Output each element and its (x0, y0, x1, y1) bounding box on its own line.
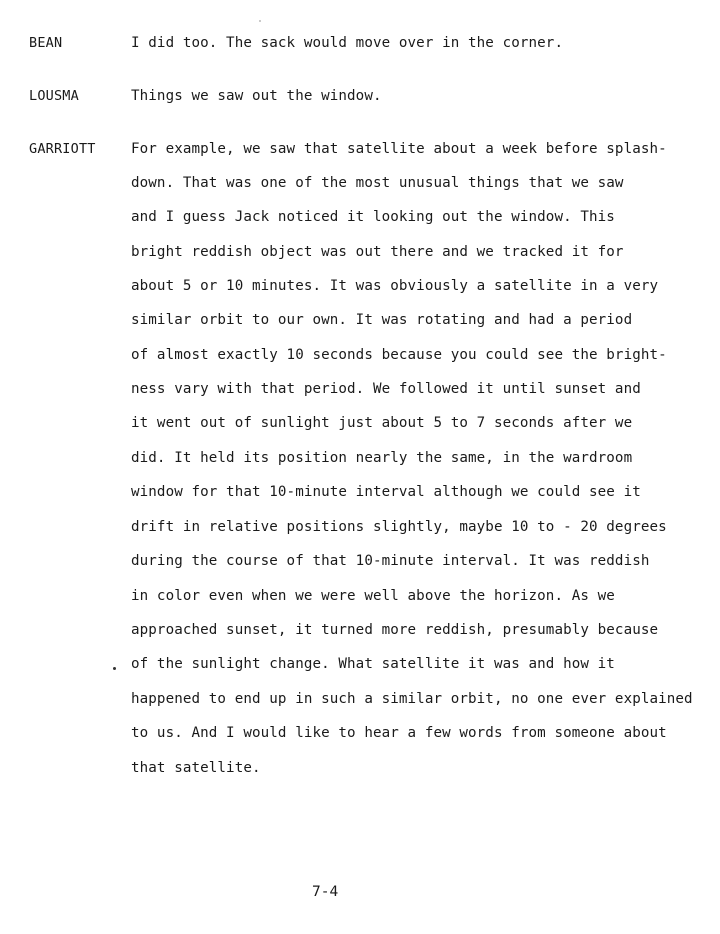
garriott-line-4: bright reddish object was out there and we tracked it for (131, 244, 624, 260)
speaker-lousma: LOUSMA (29, 88, 79, 104)
garriott-line-5: about 5 or 10 minutes. It was obviously a satellite in a very (131, 278, 659, 294)
garriott-line-3: and I guess Jack noticed it looking out the window. This (131, 209, 615, 225)
garriott-line-12: drift in relative positions slightly, maybe 10 to - 20 degrees (131, 519, 667, 535)
garriott-line-18: to us. And I would like to hear a few words from someone about (131, 725, 667, 741)
garriott-line-10: did. It held its position nearly the same, in the wardroom (131, 450, 633, 466)
speaker-bean: BEAN (29, 35, 63, 51)
garriott-line-9: it went out of sunlight just about 5 to 7 seconds after we (131, 415, 633, 431)
garriott-line-14: in color even when we were well above the horizon. As we (131, 588, 615, 604)
garriott-line-17: happened to end up in such a similar orbit, no one ever explained (131, 691, 693, 707)
lousma-line-1: Things we saw out the window. (131, 88, 382, 104)
page-number: 7-4 (312, 884, 339, 900)
speaker-garriott: GARRIOTT (29, 141, 96, 157)
garriott-line-15: approached sunset, it turned more reddish, presumably because (131, 622, 659, 638)
garriott-line-2: down. That was one of the most unusual things that we saw (131, 175, 624, 191)
stray-mark (113, 667, 116, 670)
garriott-line-13: during the course of that 10-minute interval. It was reddish (131, 553, 650, 569)
garriott-line-7: of almost exactly 10 seconds because you could see the bright- (131, 347, 667, 363)
garriott-line-8: ness vary with that period. We followed it until sunset and (131, 381, 641, 397)
garriott-line-19: that satellite. (131, 760, 261, 776)
garriott-line-1: For example, we saw that satellite about a week before splash- (131, 141, 667, 157)
bean-line-1: I did too. The sack would move over in the corner. (131, 35, 564, 51)
garriott-line-6: similar orbit to our own. It was rotating and had a period (131, 312, 633, 328)
garriott-line-11: window for that 10-minute interval although we could see it (131, 484, 641, 500)
scan-speck (259, 20, 261, 22)
garriott-line-16: of the sunlight change. What satellite it was and how it (131, 656, 615, 672)
